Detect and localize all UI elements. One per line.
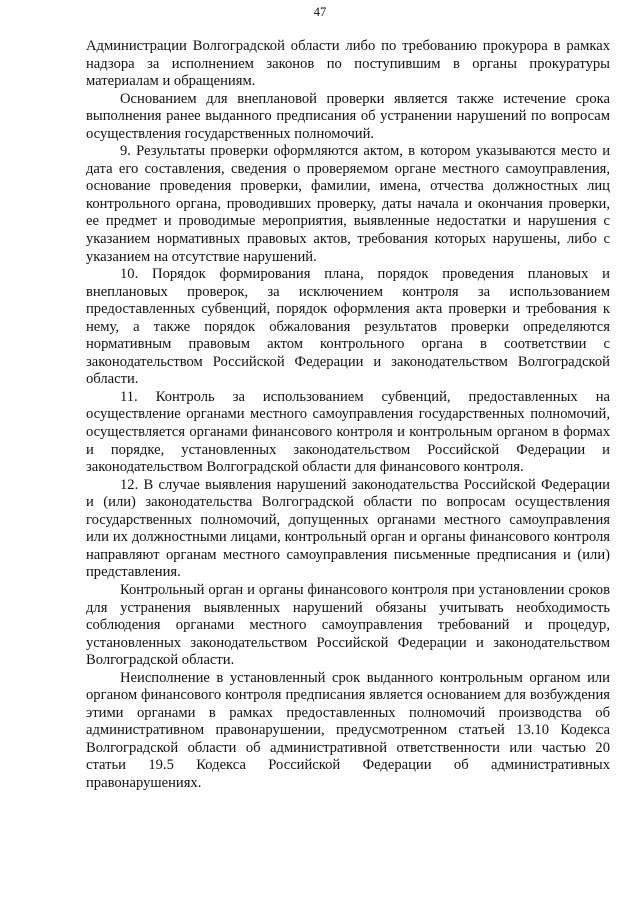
paragraph: 9. Результаты проверки оформляются актом, в котором указываются место и дата его составления, сведения о проверяемом органе местного самоуправления, основание проведения проверки, фамилии, имена, отчества должностных лиц контрольного органа, проводивших проверку, даты начала и окончания проверки, ее предмет и проводимые мероприятия, выявленные недостатки и нарушения с указанием нормативных правовых актов, требования которых нарушены, либо с указанием на отсутствие нарушений. [86,143,610,265]
paragraph: Контрольный орган и органы финансового контроля при установлении сроков для устранения выявленных нарушений обязаны учитывать необходимость соблюдения органами местного самоуправления требований и процедур, установленных законодательством Российской Федерации и законодательством Волгоградской области. [86,581,610,669]
paragraph: 11. Контроль за использованием субвенций, предоставленных на осуществление органами местного самоуправления государственных полномочий, осуществляется органами финансового контроля и контрольным органом в формах и порядке, установленных законодательством Российской Федерации и законодательством Волгоградской области для финансового контроля. [86,388,610,476]
paragraph: Основанием для внеплановой проверки является также истечение срока выполнения ранее выданного предписания об устранении нарушений по вопросам осуществления государственных полномочий. [86,90,610,142]
paragraph: 12. В случае выявления нарушений законодательства Российской Федерации и (или) законодательства Волгоградской области по вопросам осуществления государственных полномочий, допущенных органами местного самоуправления или их должностными лицами, контрольный орган и органы финансового контроля направляют органам местного самоуправления письменные предписания и (или) представления. [86,476,610,581]
paragraph: 10. Порядок формирования плана, порядок проведения плановых и внеплановых проверок, за исключением контроля за использованием предоставленных субвенций, порядок оформления акта проверки и требования к нему, а также порядок обжалования результатов проверки определяются нормативным правовым актом контрольного органа в соответствии с законодательством Российской Федерации и законодательством Волгоградской области. [86,266,610,388]
document-body [86,38,610,793]
page-number: 47 [313,5,327,19]
paragraph: Администрации Волгоградской области либо по требованию прокурора в рамках надзора за исполнением законов по поступившим в органы прокуратуры материалам и обращениям. [86,38,610,90]
paragraph: Неисполнение в установленный срок выданного контрольным органом или органом финансового контроля предписания является основанием для возбуждения этими органами в рамках предоставленных полномочий производства об административном правонарушении, предусмотренном статьей 13.10 Кодекса Волгоградской области об административной ответственности или частью 20 статьи 19.5 Кодекса Российской Федерации об административных правонарушениях. [86,669,610,791]
